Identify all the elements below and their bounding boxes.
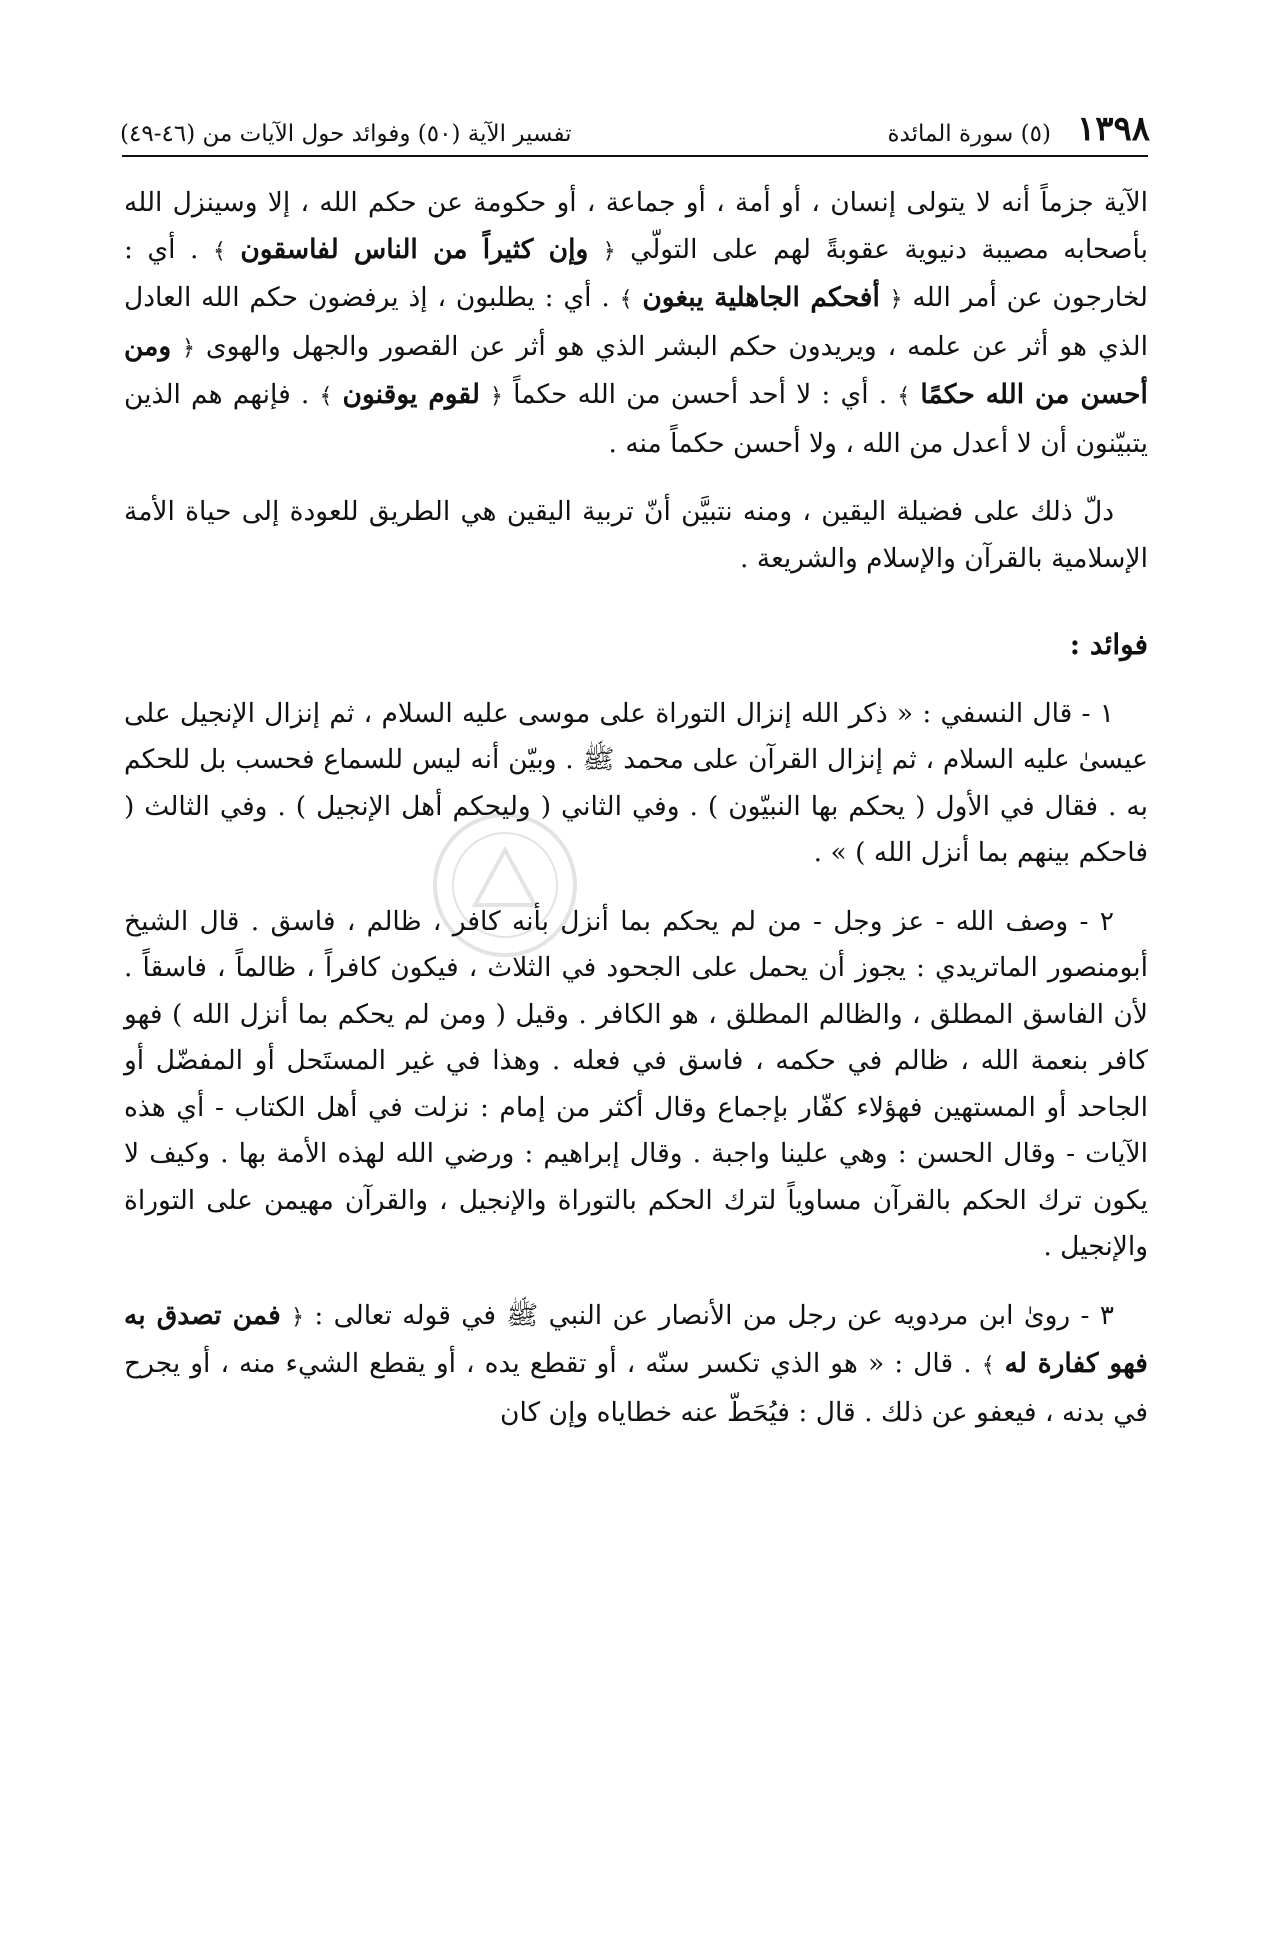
ornate-bracket-close: ﴾ bbox=[212, 238, 226, 264]
quran-quote-3: ومن أحسن من الله حكمًا bbox=[124, 330, 1148, 410]
p1-text-4: . أي : لا أحد أحسن من الله حكماً bbox=[513, 379, 888, 410]
faida-1: ١ - قال النسفي : « ذكر الله إنزال التوراة على موسى عليه السلام ، ثم إنزال الإنجيل على عيسىٰ عليه السلام ، ثم إنزال القرآن على محمد ﷺ . وبيّن أنه ليس للسماع فحسب بل للحكم به . فقال في الأول ( يحكم بها النبيّون ) . وفي الثاني ( وليحكم أهل الإنجيل ) . وفي الثالث ( فاحكم بينهم بما أنزل الله ) » . bbox=[124, 697, 1148, 868]
quran-quote-1: وإن كثيراً من الناس لفاسقون bbox=[240, 233, 589, 265]
quran-quote-4: لقوم يوقنون bbox=[342, 379, 480, 410]
faida-2: ٢ - وصف الله - عز وجل - من لم يحكم بما أنزل بأنه كافر ، ظالم ، فاسق . قال الشيخ أبومنصور الماتريدي : يجوز أن يحمل على الجحود في الثلاث ، فيكون كافراً ، ظالماً ، فاسقاً . لأن الفاسق المطلق ، والظالم المطلق ، هو الكافر . وقيل ( ومن لم يحكم بما أنزل الله ) فهو كافر بنعمة الله ، ظالم في حكمه ، فاسق في فعله . وهذا في غير المستَحل أو المفضّل أو الجاحد أو المستهين فهؤلاء كفّار بإجماع وقال أكثر من إمام : نزلت في أهل الكتاب - أي هذه الآيات - وقال الحسن : وهي علينا واجبة . وقال إبراهيم : ورضي الله لهذه الأمة بها . وكيف لا يكون ترك الحكم بالقرآن مساوياً لترك الحكم بالتوراة والإنجيل ، والقرآن مهيمن على التوراة والإنجيل . bbox=[124, 905, 1148, 1262]
ornate-bracket-open: ﴿ bbox=[490, 384, 503, 409]
p1-text-2: . أي : لخارجون عن أمر الله bbox=[124, 233, 1148, 313]
ornate-bracket-open: ﴿ bbox=[182, 335, 195, 361]
ornate-bracket-close: ﴾ bbox=[619, 287, 633, 312]
paragraph-gap bbox=[124, 1271, 1148, 1293]
ornate-bracket-close: ﴾ bbox=[981, 1353, 995, 1378]
paragraph-yaqin: دلّ ذلك على فضيلة اليقين ، ومنه نتبيَّن أنّ تربية اليقين هي الطريق للعودة إلى حياة الأمة الإسلامية بالقرآن والإسلام والشريعة . bbox=[124, 496, 1148, 574]
faida-3 bbox=[124, 1293, 1148, 1437]
section-gap bbox=[124, 669, 1148, 691]
quran-quote-2: أفحكم الجاهلية يبغون bbox=[642, 282, 880, 313]
page-number: ١٣٩٨ bbox=[1076, 109, 1150, 149]
ornate-bracket-close: ﴾ bbox=[897, 384, 911, 409]
paragraph-gap bbox=[124, 877, 1148, 899]
fawaid-heading: فوائد : bbox=[1069, 628, 1148, 661]
ornate-bracket-close: ﴾ bbox=[319, 384, 333, 409]
ornate-bracket-open: ﴿ bbox=[602, 238, 616, 264]
surah-name: (٥) سورة المائدة bbox=[887, 121, 1051, 147]
body-text bbox=[124, 180, 1148, 1436]
p1-text-1: الآية جزماً أنه لا يتولى إنسان ، أو أمة ، أو جماعة ، أو حكومة عن حكم الله ، إلا وسينزل الله بأصحابه مصيبة دنيوية عقوبةً لهم على التولّي bbox=[124, 187, 1148, 265]
running-header bbox=[120, 100, 1150, 149]
paragraph-gap bbox=[124, 467, 1148, 489]
ornate-bracket-open: ﴿ bbox=[889, 287, 903, 312]
header-title: تفسير الآية (٥٠) وفوائد حول الآيات من (٤٦-٤٩) bbox=[120, 121, 572, 147]
quran-quote-5: فمن تصدق به فهو كفارة له bbox=[124, 1299, 1148, 1379]
paragraph-continuation bbox=[124, 180, 1148, 467]
f3-text-1: ٣ - روىٰ ابن مردويه عن رجل من الأنصار عن النبي ﷺ في قوله تعالى : bbox=[314, 1299, 1114, 1331]
f3-text-2: . قال : « هو الذي تكسر سنّه ، أو تقطع يده ، أو يقطع الشيء منه ، أو يجرح في بدنه ، فيعفو عن ذلك . قال : فيُحَطّ عنه خطاياه وإن كان bbox=[124, 1348, 1148, 1428]
p1-text-3: . أي : يطلبون ، إذ يرفضون حكم الله العادل الذي هو أثر عن علمه ، ويريدون حكم البشر الذي هو أثر عن القصور والجهل والهوى bbox=[124, 282, 1148, 362]
p1-text-5: . فإنهم هم الذين يتبيّنون أن لا أعدل من الله ، ولا أحسن حكماً منه . bbox=[124, 379, 1148, 459]
header-rule bbox=[122, 155, 1148, 157]
section-gap bbox=[124, 582, 1148, 622]
ornate-bracket-open: ﴿ bbox=[291, 1304, 305, 1330]
